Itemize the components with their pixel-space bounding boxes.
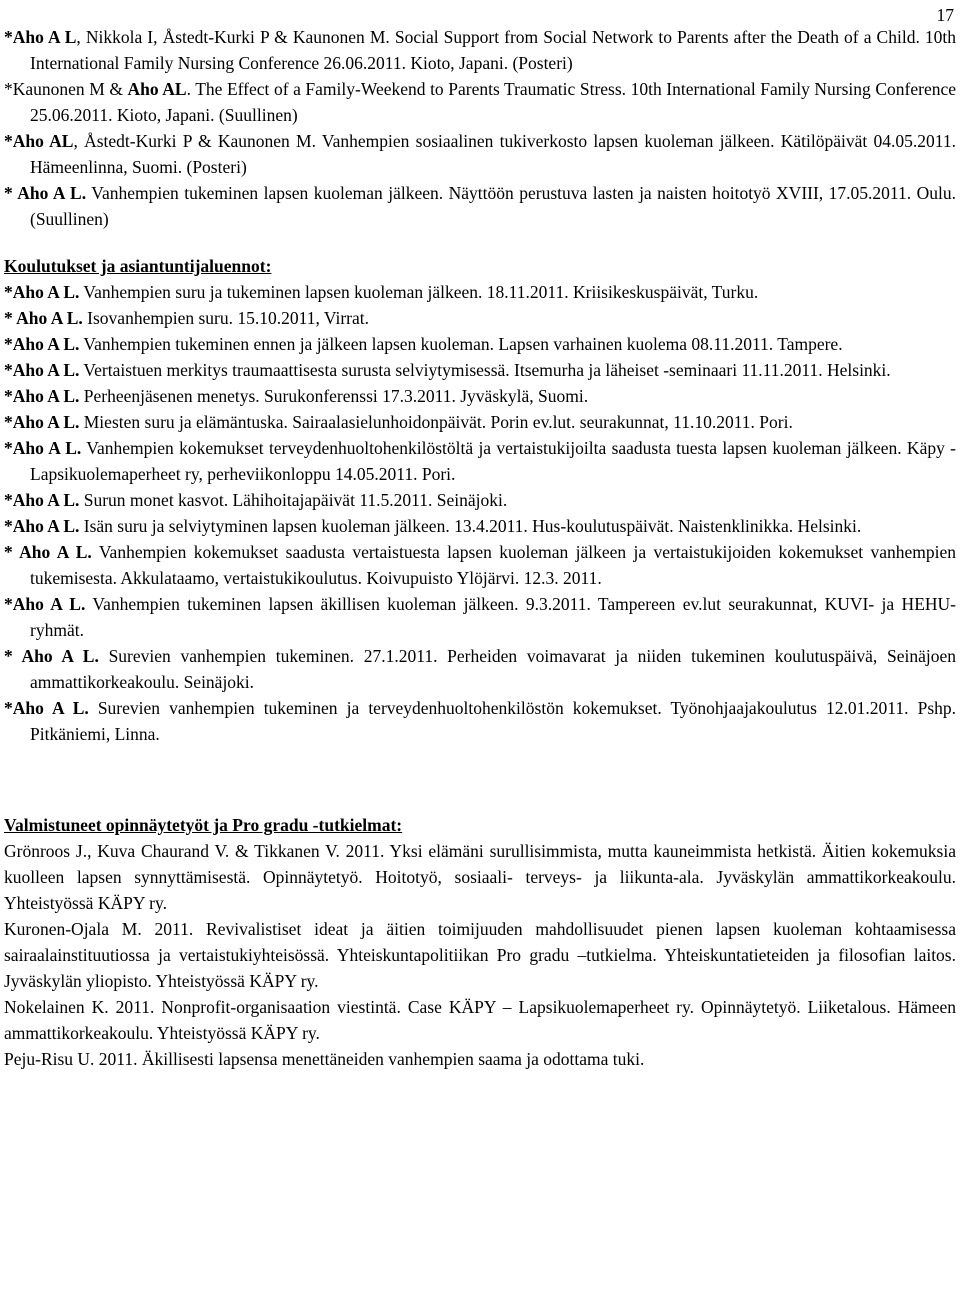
entry-text: Perheenjäsenen menetys. Surukonferenssi 17.3.2011. Jyväskylä, Suomi. [79,386,589,406]
entry-text: Vanhempien kokemukset saadusta vertaistuesta lapsen kuoleman jälkeen ja vertaistukijoiden kokemukset vanhempien tukemisesta. Akkulataamo, vertaistukikoulutus. Koivupuisto Ylöjärvi. 12.3. 2011. [30,542,956,588]
list-item [4,487,956,513]
entry-text: Isovanhempien suru. 15.10.2011, Virrat. [82,308,369,328]
entry-text: Isän suru ja selviytyminen lapsen kuoleman jälkeen. 13.4.2011. Hus-koulutuspäivät. Naistenklinikka. Helsinki. [79,516,862,536]
list-item: Kuronen-Ojala M. 2011. Revivalistiset ideat ja äitien toimijuuden mahdollisuudet pienen lapsen kuoleman kohtaamisessa sairaalainstituutiossa ja vertaistukiyhteisössä. Yhteiskuntapolitiikan Pro gradu –tutkielma. Yhteiskuntatieteiden ja filosofian laitos. Jyväskylän yliopisto. Yhteistyössä KÄPY ry. [4,919,956,991]
conference-list [4,24,956,232]
list-item [4,279,956,305]
theses-list [4,838,956,1072]
list-item [4,513,956,539]
list-item [4,643,956,695]
list-item [4,76,956,128]
section-heading-training: Koulutukset ja asiantuntijaluennot: [4,256,272,276]
entry-author: * Aho A L. [4,542,92,562]
entry-text: . The Effect of a Family-Weekend to Parents Traumatic Stress. 10th International Family Nursing Conference 25.06.2011. Kioto, Japani. (Suullinen) [30,79,956,125]
entry-author: *Aho A L. [4,386,80,406]
entry-author: *Aho A L [4,27,77,47]
entry-author: *Aho A L. [4,334,80,354]
entry-text: Vanhempien tukeminen ennen ja jälkeen lapsen kuoleman. Lapsen varhainen kuolema 08.11.2011. Tampere. [79,334,843,354]
entry-text: Surevien vanhempien tukeminen. 27.1.2011. Perheiden voimavarat ja niiden tukeminen koulutuspäivä, Seinäjoen ammattikorkeakoulu. Seinäjoki. [30,646,957,692]
entry-text: , Åstedt-Kurki P & Kaunonen M. Vanhempien sosiaalinen tukiverkosto lapsen kuoleman jälkeen. Kätilöpäivät 04.05.2011. Hämeenlinna, Suomi. (Posteri) [30,131,956,177]
entry-text: Miesten suru ja elämäntuska. Sairaalasielunhoidonpäivät. Porin ev.lut. seurakunnat, 11.10.2011. Pori. [79,412,793,432]
list-item [4,539,956,591]
entry-text: Vertaistuen merkitys traumaattisesta surusta selviytymisessä. Itsemurha ja läheiset -seminaari 11.11.2011. Helsinki. [79,360,891,380]
entry-text: Surevien vanhempien tukeminen ja terveydenhuoltohenkilöstön kokemukset. Työnohjaajakoulutus 12.01.2011. Pshp. Pitkäniemi, Linna. [30,698,957,744]
entry-text: Vanhempien kokemukset terveydenhuoltohenkilöstöltä ja vertaistukijoilta saadusta tuesta lapsen kuoleman jälkeen. Käpy - Lapsikuolemaperheet ry, perheviikonloppu 14.05.2011. Pori. [30,438,956,484]
list-item: Grönroos J., Kuva Chaurand V. & Tikkanen V. 2011. Yksi elämäni surullisimmista, mutta kauneimmista hetkistä. Äitien kokemuksia kuolleen lapsen synnyttämisestä. Opinnäytetyö. Hoitotyö, sosiaali- terveys- ja liikunta-ala. Jyväskylän ammattikorkeakoulu. Yhteistyössä KÄPY ry. [4,841,956,913]
list-item [4,305,956,331]
entry-author: *Aho A L. [4,360,80,380]
list-item: Nokelainen K. 2011. Nonprofit-organisaation viestintä. Case KÄPY – Lapsikuolemaperheet ry. Opinnäytetyö. Liiketalous. Hämeen ammattikorkeakoulu. Yhteistyössä KÄPY ry. [4,997,956,1043]
entry-author: * Aho A L. [4,308,83,328]
list-item [4,180,956,232]
entry-author: *Aho A L. [4,282,80,302]
document-body [4,24,956,1072]
entry-text: Vanhempien tukeminen lapsen äkillisen kuoleman jälkeen. 9.3.2011. Tampereen ev.lut seurakunnat, KUVI- ja HEHU-ryhmät. [30,594,956,640]
page-number: 17 [936,5,954,25]
entry-author: *Aho A L. [4,490,80,510]
list-item [4,435,956,487]
list-item [4,409,956,435]
list-item [4,128,956,180]
entry-author: * Aho A L. [4,183,87,203]
entry-author: *Aho A L. [4,438,82,458]
entry-author: *Aho AL [4,131,74,151]
list-item [4,695,956,747]
entry-author: Aho AL [127,79,187,99]
training-list [4,279,956,747]
entry-text: , Nikkola I, Åstedt-Kurki P & Kaunonen M. Social Support from Social Network to Parents after the Death of a Child. 10th International Family Nursing Conference 26.06.2011. Kioto, Japani. (Posteri) [30,27,957,73]
entry-text: Vanhempien tukeminen lapsen kuoleman jälkeen. Näyttöön perustuva lasten ja naisten hoitotyö XVIII, 17.05.2011. Oulu. (Suullinen) [30,183,956,229]
entry-author: *Aho A L. [4,516,80,536]
list-item [4,24,956,76]
entry-text: Surun monet kasvot. Lähihoitajapäivät 11.5.2011. Seinäjoki. [79,490,508,510]
entry-text: *Kaunonen M & [4,79,128,99]
list-item [4,331,956,357]
list-item [4,383,956,409]
entry-author: * Aho A L. [4,646,99,666]
list-item [4,357,956,383]
list-item: Peju-Risu U. 2011. Äkillisesti lapsensa menettäneiden vanhempien saama ja odottama tuki. [4,1049,645,1069]
section-heading-theses: Valmistuneet opinnäytetyöt ja Pro gradu -tutkielmat: [4,815,403,835]
list-item [4,591,956,643]
entry-author: *Aho A L. [4,412,80,432]
entry-author: *Aho A L. [4,698,89,718]
entry-text: Vanhempien suru ja tukeminen lapsen kuoleman jälkeen. 18.11.2011. Kriisikeskuspäivät, Turku. [79,282,759,302]
entry-author: *Aho A L. [4,594,86,614]
